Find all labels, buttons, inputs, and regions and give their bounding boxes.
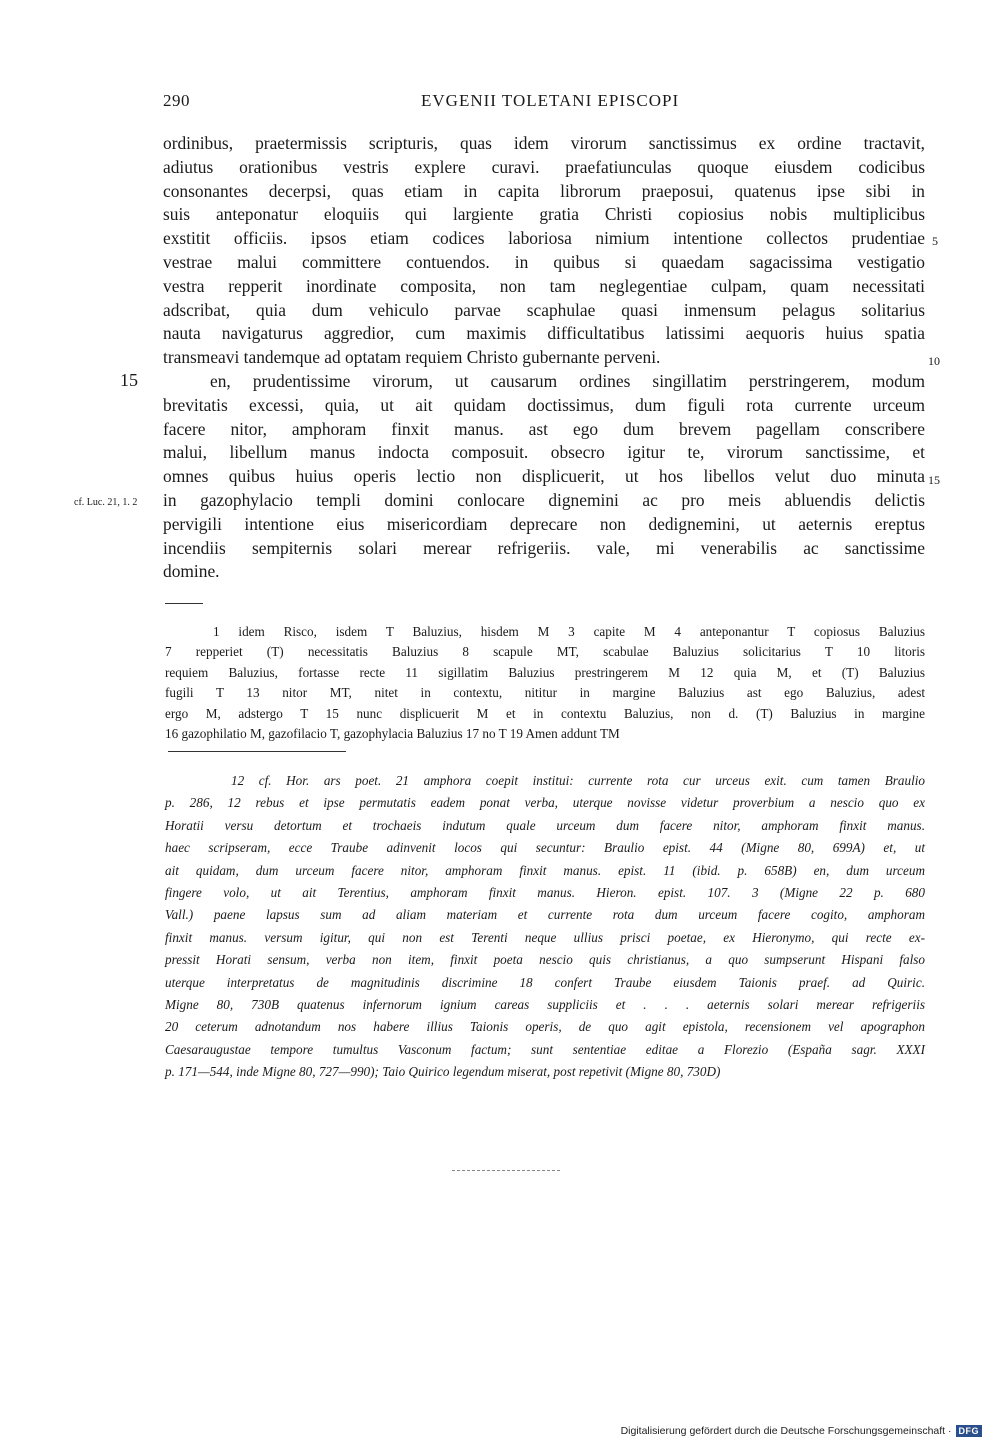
line-number-5: 5 xyxy=(932,234,938,248)
line-number-10: 10 xyxy=(928,354,940,368)
commentary-line: Vall.) paene lapsus sum ad aliam materiam et currente rota dum urceum facere cogito, amphoram xyxy=(165,907,925,923)
apparatus-line: 7 repperiet (T) necessitatis Baluzius 8 scapule MT, scabulae Baluzius solicitarius T 10 litoris xyxy=(165,644,925,660)
apparatus-line: requiem Baluzius, fortasse recte 11 sigillatim Baluzius prestringerem M 12 quia M, et (T) Baluzius xyxy=(165,664,925,680)
text-line: pervigili intentione eius misericordiam deprecare non dedignemini, ut aeternis ereptus xyxy=(163,513,925,534)
commentary-line: p. 171—544, inde Migne 80, 727—990); Taio Quirico legendum miserat, post repetivit (Migne 80, 730D) xyxy=(165,1064,721,1080)
apparatus-line: ergo M, adstergo T 15 nunc displicuerit M et in contextu Baluzius, non d. (T) Baluzius in margine xyxy=(165,705,925,721)
text-line: facere nitor, amphoram finxit manus. ast ego dum brevem pagellam conscribere xyxy=(163,418,925,439)
text-line: suis anteponatur eloquiis qui largiente gratia Christi copiosius nobis multiplicibus xyxy=(163,204,925,225)
text-line: domine. xyxy=(163,561,220,582)
running-title: EVGENII TOLETANI EPISCOPI xyxy=(421,91,680,110)
text-line: omnes quibus huius operis lectio non displicuerit, ut hos libellos velut duo minuta xyxy=(163,466,925,487)
commentary-line: 20 ceterum adnotandum nos habere illius Taionis operis, de quo agit epistola, recensionem vel apographon xyxy=(165,1019,925,1035)
commentary-rule xyxy=(168,751,346,752)
running-head xyxy=(163,91,925,115)
digitization-footer xyxy=(621,1424,982,1438)
apparatus-line: 1 idem Risco, isdem T Baluzius, hisdem M 3 capite M 4 anteponantur T copiosus Baluzius xyxy=(213,624,925,639)
text-line: adscribat, quia dum vehiculo parvae scaphulae quasi inmensum pelagus solitarius xyxy=(163,299,925,320)
text-line: incendiis sempiternis solari merear refrigeriis. vale, mi venerabilis ac sanctissime xyxy=(163,537,925,558)
commentary-line: 12 cf. Hor. ars poet. 21 amphora coepit institui: currente rota cur urceus exit. cum tamen Braulio xyxy=(231,773,925,788)
text-line: exstitit officiis. ipsos etiam codices laboriosa nimium intentione collectos prudentiae xyxy=(163,228,925,249)
commentary-line: finxit manus. versum igitur, qui non est Terenti neque ullius prisci poetae, ex Hieronymo, qui recte ex- xyxy=(165,929,925,945)
commentary-line: Horatii versu detortum et trochaeis indutum quale urceum dum facere nitor, amphoram finxit manus. xyxy=(165,817,925,833)
commentary-line: pressit Horati sensum, verba non item, finxit poeta nescio quis christianus, a quo sumpserunt Hispani falso xyxy=(165,952,925,968)
text-line: consonantes decerpsi, quas etiam in capita librorum praeposui, quatenus ipse sibi in xyxy=(163,180,925,201)
commentary-line: Migne 80, 730B quatenus infernorum ignium careas suppliciis et . . . aeternis solari merear refrigeriis xyxy=(165,996,925,1012)
text-line: vestrae malui committere contuendos. in quibus si quaedam sagacissima vestigatio xyxy=(163,251,925,272)
end-rule xyxy=(452,1170,560,1171)
line-number-15: 15 xyxy=(928,473,940,487)
main-text xyxy=(163,132,925,584)
text-line: in gazophylacio templi domini conlocare dignemini ac pro meis abluendis delictis xyxy=(163,489,925,510)
text-line: malui, libellum manus indocta composuit. obsecro igitur te, virorum sanctissime, et xyxy=(163,442,925,463)
commentary-line: Caesaraugustae tempore tumultus Vasconum factum; sunt sententiae editae a Florezio (España sagr. XXXI xyxy=(165,1041,925,1057)
text-line: adiutus orationibus vestris explere curavi. praefatiunculas quoque eiusdem codicibus xyxy=(163,156,925,177)
margin-line-number-left: 15 xyxy=(120,370,138,390)
commentary-line: haec scripseram, ecce Traube adinvenit locos qui secuntur: Braulio epist. 44 (Migne 80, 699A) et, ut xyxy=(165,840,925,856)
commentary-line: fingere volo, ut ait Terentius, amphoram finxit manus. Hieron. epist. 107. 3 (Migne 22 p. 680 xyxy=(165,884,925,900)
apparatus-rule xyxy=(165,603,203,604)
text-line: brevitatis excessi, quia, ut ait quidam doctissimus, dum figuli rota currente urceum xyxy=(163,394,925,415)
text-line: vestra repperit inordinate composita, non tam neglegentiae culpam, quam necessitati xyxy=(163,275,925,296)
apparatus-criticus xyxy=(165,622,925,744)
dfg-logo: DFG xyxy=(956,1425,983,1437)
apparatus-line: fugili T 13 nitor MT, nitet in contextu, nititur in margine Baluzius ast ego Baluzius, adest xyxy=(165,685,925,701)
commentary xyxy=(165,770,925,1083)
commentary-line: uterque interpretatus de magnitudinis discrimine 18 confert Traube eiusdem Taionis praef. ad Quiric. xyxy=(165,974,925,990)
text-line: nauta navigaturus aggredior, cum maximis difficultatibus latissimi aequoris huius spatia xyxy=(163,323,925,344)
commentary-line: p. 286, 12 rebus et ipse permutatis eadem ponat verba, uterque novisse videtur proverbium a nescio quo ex xyxy=(165,795,925,811)
text-line: transmeavi tandemque ad optatam requiem Christo gubernante perveni. xyxy=(163,347,661,368)
apparatus-line: 16 gazophilatio M, gazofilacio T, gazophylacia Baluzius 17 no T 19 Amen addunt TM xyxy=(165,725,620,741)
page-number: 290 xyxy=(163,91,190,110)
commentary-line: ait quidam, dum urceum facere nitor, amphoram finxit manus. epist. 11 (ibid. p. 658B) en, dum urceum xyxy=(165,862,925,878)
text-line: ordinibus, praetermissis scripturis, quas idem virorum sanctissimus ex ordine tractavit, xyxy=(163,133,925,153)
footer-text: Digitalisierung gefördert durch die Deutsche Forschungsgemeinschaft · xyxy=(620,1425,952,1437)
margin-reference: cf. Luc. 21, 1. 2 xyxy=(74,497,138,508)
text-line: en, prudentissime virorum, ut causarum ordines singillatim perstringerem, modum xyxy=(210,370,925,391)
